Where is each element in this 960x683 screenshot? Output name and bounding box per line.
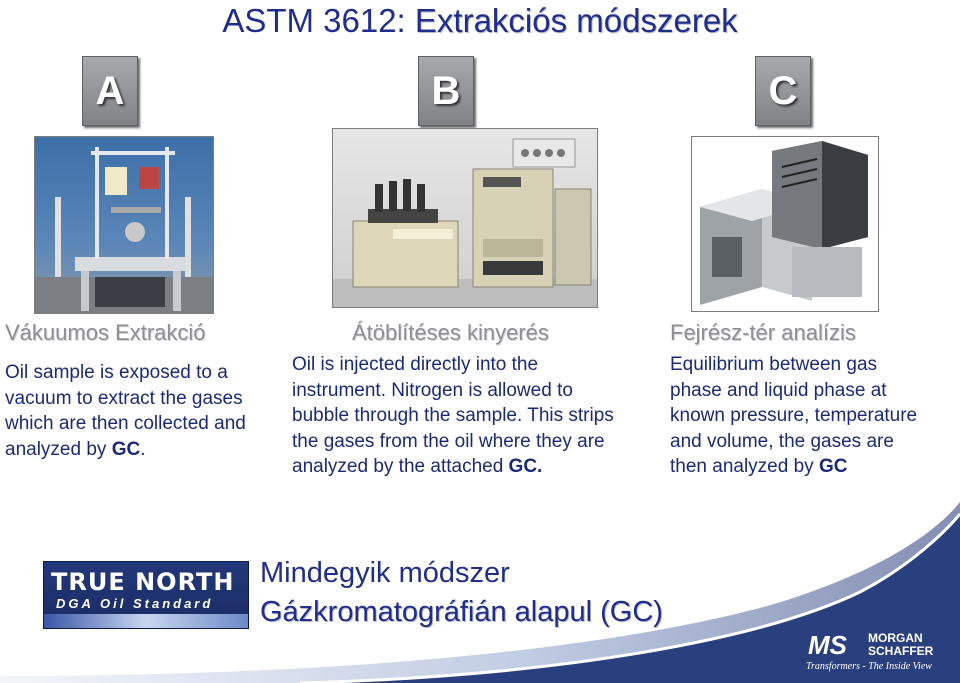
- column-b-description: [292, 352, 634, 480]
- column-a-description: [5, 360, 250, 462]
- headspace-analyzer-illustration: [692, 137, 878, 311]
- column-a-suffix: .: [140, 438, 146, 460]
- column-a-text: Oil sample is exposed to a vacuum to extract the gases which are then collected and analyzed by: [5, 362, 246, 460]
- true-north-logo-subtitle: DGA Oil Standard: [56, 596, 214, 611]
- morgan-schaffer-logo-name: [868, 632, 933, 658]
- column-a-heading: Vákuumos Extrakció: [5, 320, 206, 345]
- morgan-schaffer-logo-mark: MS: [808, 630, 847, 660]
- column-c-text: Equilibrium between gas phase and liquid phase at known pressure, temperature and volume, the gases are then analyzed by: [670, 354, 918, 477]
- column-c-heading: Fejrész-tér analízis: [670, 320, 856, 345]
- column-c-description: [670, 352, 930, 480]
- letter-box-a: A: [82, 56, 138, 126]
- column-a-bold: GC: [111, 438, 141, 460]
- stripper-instrument-illustration: [333, 129, 597, 307]
- letter-box-c: C: [755, 56, 811, 126]
- true-north-logo: [43, 561, 249, 629]
- title-highlight: Extrakciós módszerek: [414, 2, 738, 39]
- morgan-schaffer-tagline: Transformers - The Inside View: [806, 661, 932, 672]
- title-prefix: ASTM 3612:: [222, 2, 415, 39]
- morgan-schaffer-name-line2: SCHAFFER: [868, 644, 934, 658]
- stripper-instrument-photo: [332, 128, 598, 308]
- vacuum-apparatus-illustration: [35, 137, 213, 313]
- morgan-schaffer-name-line1: MORGAN: [868, 631, 923, 645]
- column-c-bold: GC: [818, 456, 848, 477]
- vacuum-extraction-photo: [34, 136, 214, 314]
- column-b-heading: Átöblítéses kinyerés: [352, 320, 549, 345]
- true-north-logo-bar: [44, 614, 248, 628]
- letter-box-b: B: [418, 56, 474, 126]
- bottom-statement-line2: Gázkromatográfián alapul (GC): [260, 596, 663, 628]
- column-b-text: Oil is injected directly into the instrument. Nitrogen is allowed to bubble through the sample. This strips the gases from the oil where they are analyzed by the attached: [292, 354, 614, 477]
- bottom-statement-line1: Mindegyik módszer: [260, 557, 510, 589]
- true-north-logo-title: TRUE NORTH: [51, 568, 235, 596]
- slide-title: [0, 2, 960, 40]
- morgan-schaffer-logo: [800, 630, 950, 675]
- headspace-analyzer-photo: [691, 136, 879, 312]
- column-b-bold: GC.: [508, 456, 543, 477]
